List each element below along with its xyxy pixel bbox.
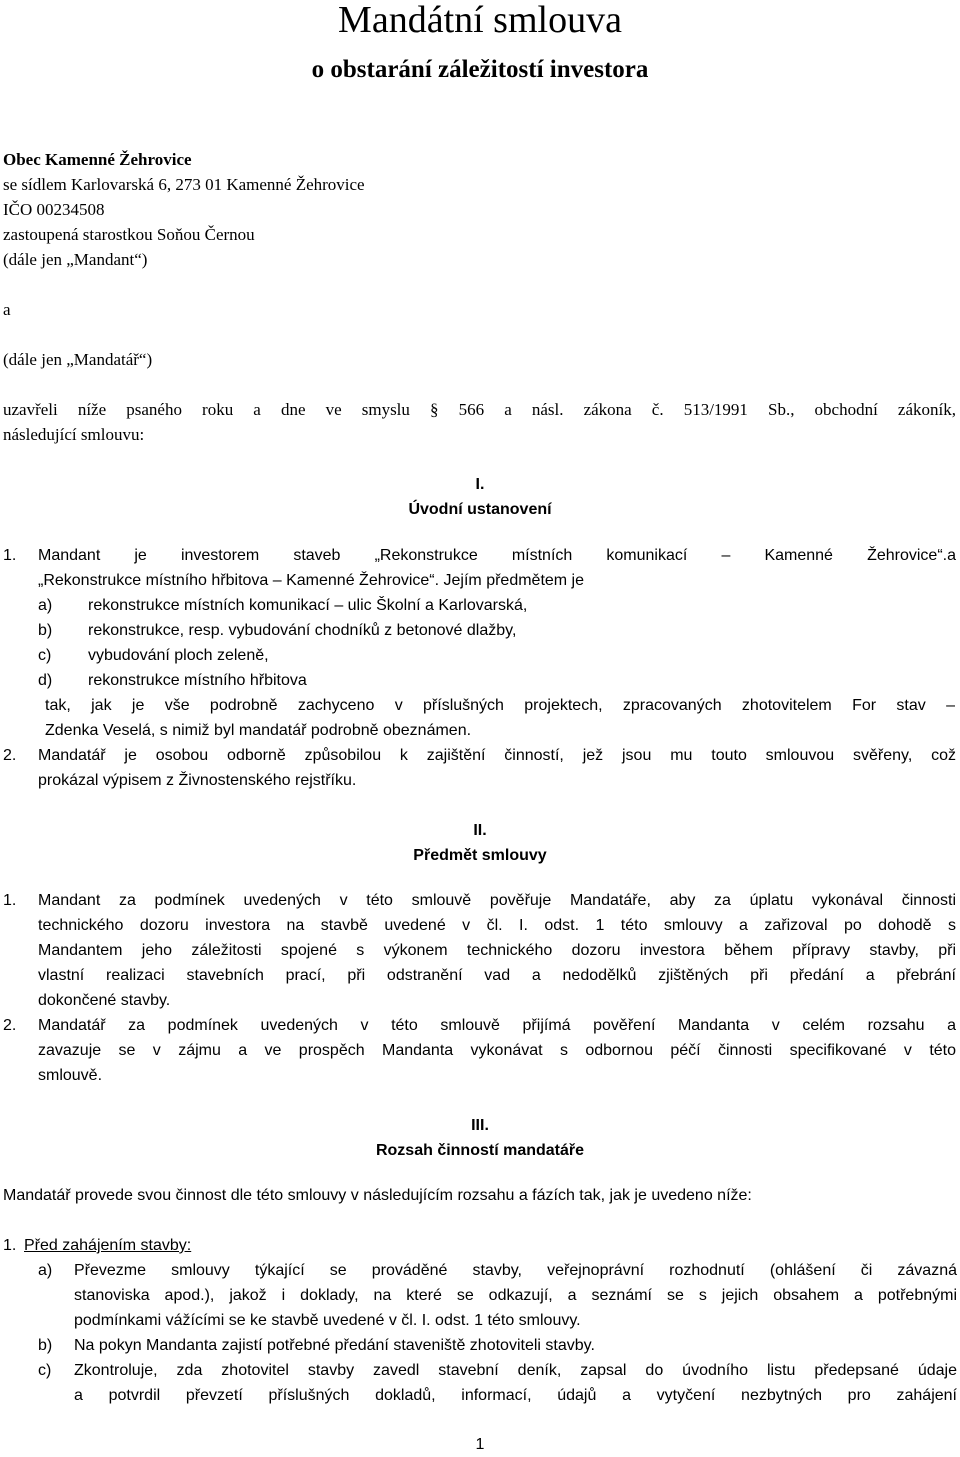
phase-1-number: 1.: [3, 1237, 17, 1254]
item-b-text: Na pokyn Mandanta zajistí potřebné předání staveniště zhotoviteli stavby.: [74, 1337, 595, 1354]
section-2-p2-number: 2.: [3, 1017, 17, 1034]
section-2-numeral: II.: [473, 822, 487, 839]
mandant-ico: IČO 00234508: [3, 200, 105, 219]
section-1-p2-number: 2.: [3, 747, 17, 764]
section-1-p1-line-1: Mandant je investorem staveb „Rekonstrukce místních komunikací – Kamenné Žehrovice“.a: [38, 547, 956, 564]
section-2-heading: Předmět smlouvy: [413, 847, 547, 864]
item-c-line: a potvrdil převzetí příslušných dokladů, informací, údajů a vytyčení nezbytných pro zahájení: [74, 1387, 957, 1404]
section-2-p1-line: technického dozoru investora na stavbě uvedené v čl. I. odst. 1 této smlouvy a zařizoval po dohodě s: [38, 917, 956, 934]
list-item-label: d): [38, 672, 53, 689]
document-title: Mandátní smlouva: [338, 0, 622, 41]
item-a-line: podmínkami vážícími se ke stavbě uvedené v čl. I. odst. 1 této smlouvy.: [74, 1312, 581, 1329]
intro-line-1: uzavřeli níže psaného roku a dne ve smyslu § 566 a násl. zákona č. 513/1991 Sb., obchodní zákoník,: [3, 400, 956, 419]
section-1-p1-number: 1.: [3, 547, 17, 564]
item-c-label: c): [38, 1362, 52, 1379]
item-a-line: stanoviska apod.), jakož i doklady, na které se odkazují, a seznámí se s jejich obsahem a potřebnými: [74, 1287, 957, 1304]
section-1-p2-line-2: prokázal výpisem z Živnostenského rejstříku.: [38, 772, 357, 789]
section-1-p1-line-2: „Rekonstrukce místního hřbitova – Kamenné Žehrovice“. Jejím předmětem je: [38, 572, 585, 589]
mandant-represented: zastoupená starostkou Soňou Černou: [3, 225, 255, 244]
list-item-text: rekonstrukce místních komunikací – ulic Školní a Karlovarská,: [88, 597, 528, 614]
section-2-p2-line: Mandatář za podmínek uvedených v této smlouvě přijímá pověření Mandanta v celém rozsahu a: [38, 1017, 956, 1034]
section-1-numeral: I.: [475, 476, 485, 493]
section-2-p1-line: Mandant za podmínek uvedených v této smlouvě pověřuje Mandatáře, aby za úplatu vykonával činnosti: [38, 892, 956, 909]
section-1-heading: Úvodní ustanovení: [408, 501, 552, 518]
section-2-p1-line: Mandantem jeho záležitosti spojené s výkonem technického dozoru investora během přípravy stavby, při: [38, 942, 956, 959]
section-1-p2-line-1: Mandatář je osobou odborně způsobilou k zajištění činností, jež jsou mu touto smlouvou svěřeny, což: [38, 747, 956, 764]
item-a-line: Převezme smlouvy týkající se prováděné stavby, veřejnoprávní rozhodnutí (ohlášení či závazná: [74, 1262, 957, 1279]
mandant-alias: (dále jen „Mandant“): [3, 250, 148, 269]
conjunction: a: [3, 300, 11, 319]
list-item-label: a): [38, 597, 53, 614]
section-3-numeral: III.: [471, 1117, 489, 1134]
list-item-label: c): [38, 647, 52, 664]
mandant-name: Obec Kamenné Žehrovice: [3, 150, 192, 169]
mandatar-alias: (dále jen „Mandatář“): [3, 350, 153, 369]
mandant-seat: se sídlem Karlovarská 6, 273 01 Kamenné Žehrovice: [3, 175, 365, 194]
list-item-text: vybudování ploch zeleně,: [88, 647, 269, 664]
section-2-p2-line: zavazuje se v zájmu a ve prospěch Mandanta vykonávat s odbornou péčí činnosti specifikované v této: [38, 1042, 956, 1059]
section-1-p1-tail-1: tak, jak je vše podrobně zachyceno v příslušných projektech, zpracovaných zhotovitelem For stav –: [45, 697, 955, 714]
page-number: 1: [475, 1436, 485, 1453]
section-2-p1-line: dokončené stavby.: [38, 992, 171, 1009]
list-item-text: rekonstrukce, resp. vybudování chodníků z betonové dlažby,: [88, 622, 517, 639]
document-subtitle: o obstarání záležitostí investora: [311, 56, 649, 83]
section-2-p2-line: smlouvě.: [38, 1067, 103, 1084]
item-c-line: Zkontroluje, zda zhotovitel stavby zavedl stavební deník, zapsal do úvodního listu předepsané údaje: [74, 1362, 957, 1379]
phase-1-label: Před zahájením stavby:: [24, 1237, 192, 1254]
section-3-heading: Rozsah činností mandatáře: [375, 1142, 585, 1159]
section-3-intro: Mandatář provede svou činnost dle této smlouvy v následujícím rozsahu a fázích tak, jak je uvedeno níže:: [3, 1187, 752, 1204]
mandant-block: [3, 147, 365, 272]
intro-line-2: následující smlouvu:: [3, 425, 145, 444]
list-item-label: b): [38, 622, 53, 639]
section-2-p1-number: 1.: [3, 892, 17, 909]
section-1-p1-tail-2: Zdenka Veselá, s nimiž byl mandatář podrobně obeznámen.: [45, 722, 472, 739]
item-a-label: a): [38, 1262, 53, 1279]
list-item-text: rekonstrukce místního hřbitova: [88, 672, 307, 689]
section-2-p1-line: vlastní realizaci stavebních prací, při odstranění vad a nedodělků zjištěných při předání a přebrání: [38, 967, 956, 984]
item-b-label: b): [38, 1337, 53, 1354]
